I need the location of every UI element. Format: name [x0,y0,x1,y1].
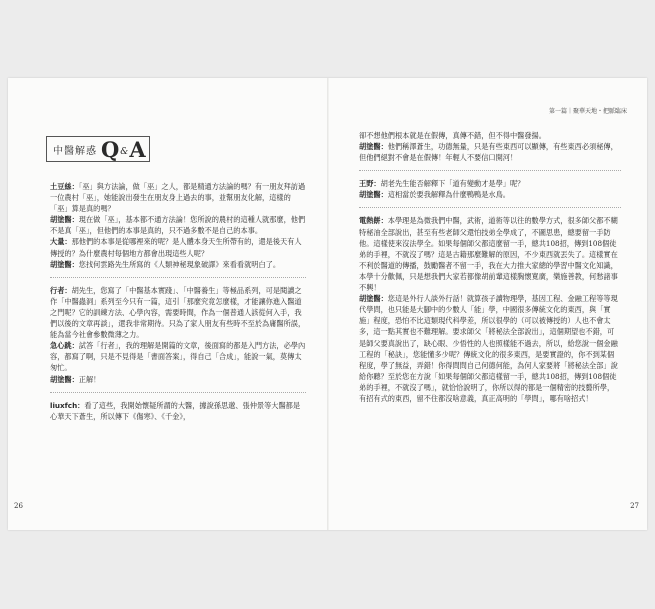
right-text-column [359,130,621,404]
dialogue-text: 您這是外行人談外行話！就算孩子讀物理學，基因工程、金融工程等等現代學問，也只能是大腳中的少數人「能」學，中國很多傳統文化的東西，與「實施」程度，恐怕不比這類現代科學差，所以很學的（可以被傳授的）人也不會太多，這一點其實也不難理解。要求師父「將秘法全部說出」，這個期望也不錯，可是師父要真說出了，缺心眼、少悟性的人也照樣能不過去，所以，給您說一個金融工程的「秘訣」，您能懂多少呢？傳統文化的很多東西，是要實證的，你不到某個程度，學了無益，弄錯！你得問問自己何德何能，為何人家要將「將秘法全部」說給你聽？至於您在方說「如果每個師父都這樣留一手，總共108招，傳到108個徒弟的手裡，不就沒了嗎」，就恰恰說明了，你所以得的都是一個精密的技藝所學，有招有式的東西，留不住都沒啥意義，真正高明的「學問」，哪有啥招式！ [359,294,618,403]
speaker-name: liuxfch： [50,400,85,410]
speaker-name: 大量： [50,237,72,247]
speaker-name: 胡塗醫： [359,190,388,200]
dialogue-entry [359,141,621,163]
qa-letter-a: A [129,136,146,162]
running-header: 第一篇｜聚華天地・把脈臨床 [548,108,627,115]
dialogue-text: 看了這些，我開始懷疑所謂的大醫，據說孫思邈、張仲景等大醫都是心華天下蒼生，所以傳下《傷寒》、《千金》， [50,400,301,421]
dialogue-text: 這相當於要我解釋為什麼鴨鴨是水鳥。 [387,190,510,200]
dialogue-entry [359,178,621,189]
dialogue-entry [50,259,306,270]
dialogue-text: 您找何雲路先生所寫的《人類神秘現象破譯》來看看就明白了。 [78,259,281,269]
dialogue-text: 那他們的本事是從哪裡來的呢？是人體本身天生所帶有的，還是後天有人傳授的？為什麼農村每個地方都會出現這些人呢？ [50,237,302,258]
dialogue-text: 正解！ [78,374,101,384]
dialogue-text: 本學理是為微我們中醫，武術，道術等以往的數學方式，很多師父都不糊特秘油全部說出，甚至有些老師父還怕技弟全學成了，不圖思患，總要留一手防他。這樣使來沒法學全。如果每個師父都這麼留一手，總共108招，傳到108個徒弟的手裡，不就沒了嗎？這是古籍那麼難解的原因，不少東西就丟失了。這樣實在不利於醫道的傳播，鼓勵醫者不留一手，我在大力推大家總的學習中醫文化知識，本學十分歡佩，只是想我們大家若都像胡前輩這樣胸懷寬廣，樂施善教，何愁諸事不興！ [359,216,618,293]
speaker-name: 急心跳： [50,341,79,351]
speaker-name: 胡塗醫： [50,215,79,225]
book-spread [8,78,647,530]
speaker-name: 胡塗醫： [50,259,79,269]
speaker-name: 土豆絲： [50,182,79,191]
dialogue-entry [50,400,306,422]
dialogue-text: 胡先生，您寫了「中醫基本實踐」、「中醫養生」等極品系列，可是閱讀之作「中醫蟲洞」系列至今只有一篇，這引「那麼究竟怎麼樣，才能讓你進入醫道之門呢？它的訓練方法、心學內容，需要時間，作為一個普通人該從何入手，我們以後的文章再談」，還我非常期待。只為了家人朋友有些時不至於為庸醫所誤，能為當今社會參數微薄之力。 [50,285,306,340]
dialogue-entry [359,189,621,200]
dialogue-text: 「巫」與方法論，做「巫」之人，都是精通方法論的嗎？有一朋友拜訪過一位農村「巫」，她能說出發生在朋友身上過去的事，並幫朋友化解，這樣的「巫」算是真的嗎？ [50,182,306,214]
dialogue-text: 他們稱澤蒼生，功德無量，只是有些東西可以顯傳，有些東西必須秘傳，但他們絕對不會是在假傳！年輕人不要信口開河！ [359,142,618,163]
dialogue-entry [50,181,306,214]
left-text-column [50,181,306,422]
page-number-left: 26 [14,502,23,510]
dialogue-entry [50,236,306,258]
section-divider [50,392,306,393]
qa-letter-q: Q [101,136,120,162]
speaker-name: 王野： [359,179,381,189]
section-divider [359,207,621,208]
qa-title-box [46,136,150,162]
speaker-name: 電熱餅： [359,216,388,226]
speaker-name: 行者： [50,285,72,295]
section-divider [50,277,306,278]
section-divider [359,170,621,171]
dialogue-entry [50,214,306,236]
dialogue-entry [50,374,306,385]
dialogue-text: 卻不想他們根本就是在假傳，真傳不錯，但不得中醫發揚。 [359,131,546,140]
dialogue-text: 現在做「巫」，基本都不通方法論！您所說的農村的這種人就那麼，他們不是真「巫」，但他們的本事是真的，只不過多數不是自己的本事。 [50,215,306,236]
speaker-name: 胡塗醫： [50,374,79,384]
right-page [329,78,647,530]
speaker-name: 胡塗醫： [359,294,388,304]
dialogue-entry [359,293,621,404]
qa-title-text: 中醫解惑 [53,145,97,157]
page-number-right: 27 [630,502,639,510]
dialogue-text: 胡老先生能否解釋下「道有變動才是學」呢？ [380,179,525,189]
dialogue-entry [50,285,306,340]
dialogue-entry [359,130,621,141]
left-page [8,78,326,530]
dialogue-text: 試答「行者」，我的理解是開篇的文章，後面寫的都是入門方法，必學內容，都寫了啊，只是不見得是「書面答案」，得自己「合成」，能說一氣，莫傳太匆忙。 [50,341,306,373]
dialogue-entry [50,340,306,373]
qa-ampersand: & [120,147,129,157]
dialogue-entry [359,215,621,293]
speaker-name: 胡塗醫： [359,142,388,152]
